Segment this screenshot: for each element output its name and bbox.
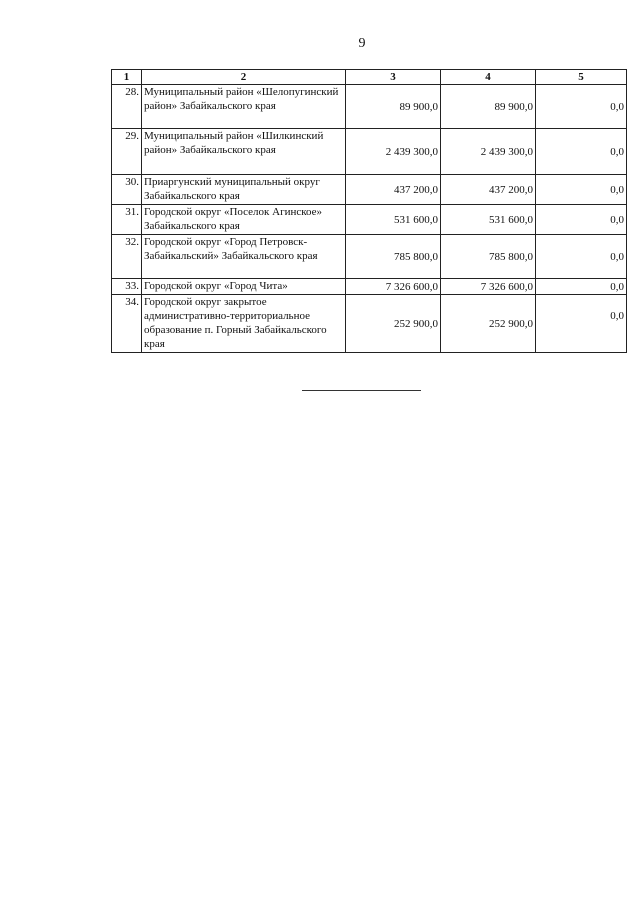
- row-col4: 437 200,0: [441, 175, 536, 205]
- table-row: [112, 205, 627, 235]
- row-name: Городской округ «Поселок Агинское» Забайкальского края: [142, 205, 346, 235]
- table-row: [112, 129, 627, 175]
- row-col5: 0,0: [536, 205, 627, 235]
- row-name: Городской округ закрытое административно-территориальное образование п. Горный Забайкальского края: [142, 295, 346, 353]
- table-row: [112, 85, 627, 129]
- row-name: Приаргунский муниципальный округ Забайкальского края: [142, 175, 346, 205]
- row-col3: 7 326 600,0: [346, 279, 441, 295]
- row-col4: 7 326 600,0: [441, 279, 536, 295]
- table-row: [112, 279, 627, 295]
- budget-table: [111, 69, 627, 353]
- row-col3: 531 600,0: [346, 205, 441, 235]
- row-col5: 0,0: [536, 295, 627, 353]
- row-number: 31.: [112, 205, 142, 235]
- row-name: Муниципальный район «Шелопугинский район» Забайкальского края: [142, 85, 346, 129]
- row-col4: 785 800,0: [441, 235, 536, 279]
- header-col-4: 4: [441, 70, 536, 85]
- row-col5: 0,0: [536, 175, 627, 205]
- row-number: 30.: [112, 175, 142, 205]
- end-separator-line: [302, 390, 421, 391]
- row-col3: 437 200,0: [346, 175, 441, 205]
- header-col-1: 1: [112, 70, 142, 85]
- table-row: [112, 235, 627, 279]
- row-col4: 89 900,0: [441, 85, 536, 129]
- header-col-5: 5: [536, 70, 627, 85]
- row-number: 28.: [112, 85, 142, 129]
- table-row: [112, 295, 627, 353]
- row-name: Городской округ «Город Петровск-Забайкальский» Забайкальского края: [142, 235, 346, 279]
- row-col3: 2 439 300,0: [346, 129, 441, 175]
- page-number: 9: [358, 36, 366, 51]
- row-name: Муниципальный район «Шилкинский район» Забайкальского края: [142, 129, 346, 175]
- header-row: [112, 70, 627, 85]
- row-number: 33.: [112, 279, 142, 295]
- header-col-2: 2: [142, 70, 346, 85]
- row-col4: 252 900,0: [441, 295, 536, 353]
- header-col-3: 3: [346, 70, 441, 85]
- row-col5: 0,0: [536, 235, 627, 279]
- row-number: 34.: [112, 295, 142, 353]
- table-body: [112, 85, 627, 353]
- row-number: 29.: [112, 129, 142, 175]
- row-col5: 0,0: [536, 129, 627, 175]
- row-col3: 89 900,0: [346, 85, 441, 129]
- row-col4: 531 600,0: [441, 205, 536, 235]
- table-header: [112, 70, 627, 85]
- row-number: 32.: [112, 235, 142, 279]
- row-col5: 0,0: [536, 279, 627, 295]
- row-col4: 2 439 300,0: [441, 129, 536, 175]
- row-col5: 0,0: [536, 85, 627, 129]
- row-col3: 252 900,0: [346, 295, 441, 353]
- row-name: Городской округ «Город Чита»: [142, 279, 346, 295]
- table-row: [112, 175, 627, 205]
- row-col3: 785 800,0: [346, 235, 441, 279]
